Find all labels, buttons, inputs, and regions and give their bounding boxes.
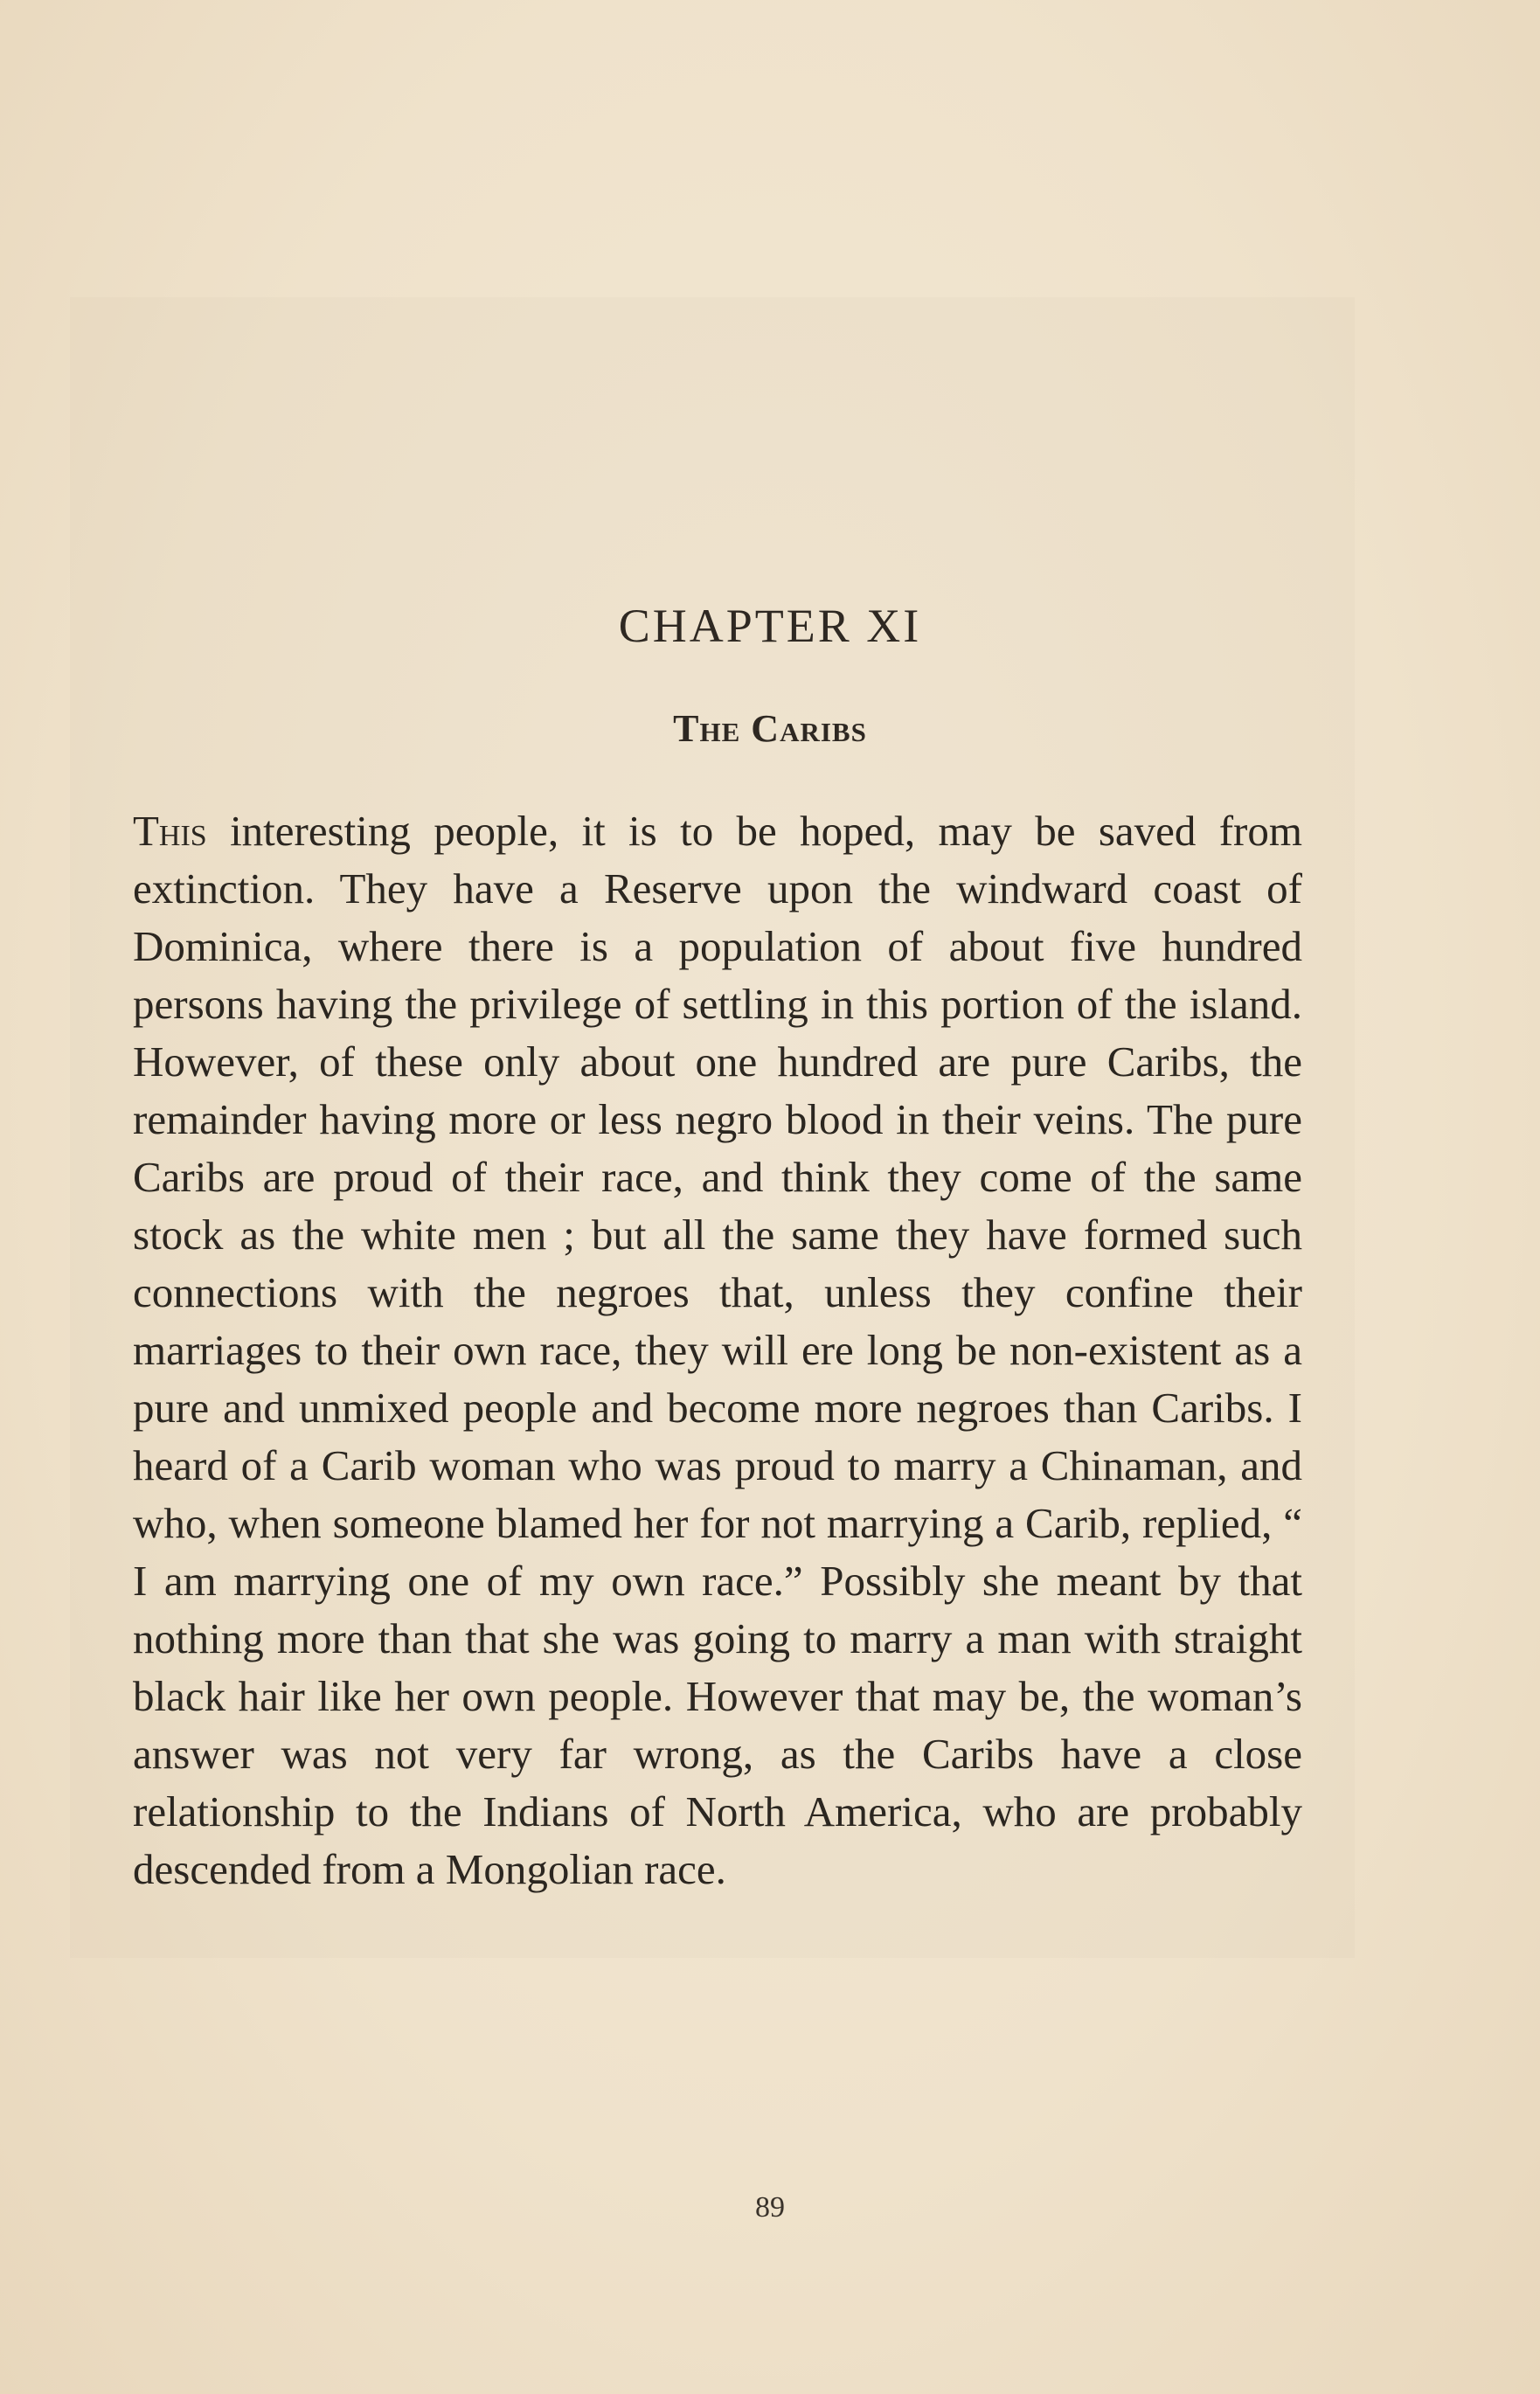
page-number: 89 [755,2191,785,2224]
body-paragraph [133,802,1302,1898]
chapter-subtitle: The Caribs [673,707,867,750]
chapter-heading: CHAPTER XI [618,600,922,652]
lead-word: This [133,807,207,855]
paragraph-text: interesting people, it is to be hoped, may be saved from extinction. They have a Reserve upon the windward coast of Dominica, where there is a population of about five hundred persons having the privilege of settling in this portion of the island. However, of these only about one hundred are pure Caribs, the remainder having more or less negro blood in their veins. The pure Caribs are proud of their race, and think they come of the same stock as the white men ; but all the same they have formed such connections with the negroes that, unless they confine their marriages to their own race, they will ere long be non-existent as a pure and unmixed people and become more negroes than Caribs. I heard of a Carib woman who was proud to marry a Chinaman, and who, when someone blamed her for not marrying a Carib, replied, “ I am marrying one of my own race.” Possibly she meant by that nothing more than that she was going to marry a man with straight black hair like her own people. However that may be, the woman’s answer was not very far wrong, as the Caribs have a close relationship to the Indians of North America, who are probably descended from a Mongolian race. [133,807,1302,1893]
